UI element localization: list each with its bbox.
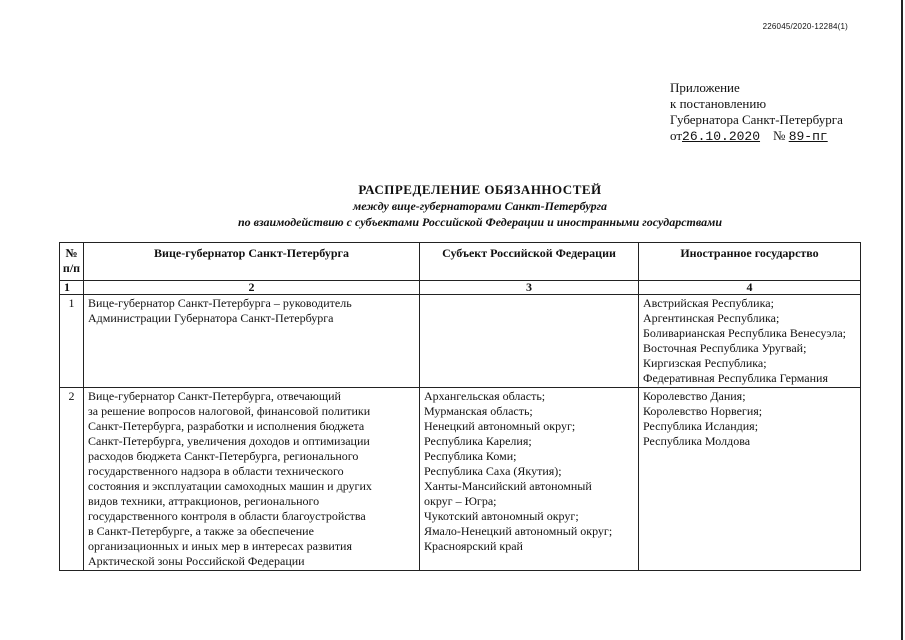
- country-item: Королевство Дания;: [643, 389, 746, 403]
- country-item: Аргентинская Республика;: [643, 311, 780, 325]
- appendix-block: [670, 80, 843, 145]
- row-num: 1: [60, 295, 84, 388]
- governor-line: Арктической зоны Российской Федерации: [88, 554, 305, 568]
- col-index-2: 2: [84, 281, 420, 295]
- governor-line: расходов бюджета Санкт-Петербурга, регионального: [88, 449, 359, 463]
- subject-item: Архангельская область;: [424, 389, 546, 403]
- row-num: 2: [60, 388, 84, 571]
- appendix-date-line: [670, 128, 843, 145]
- document-id: 226045/2020-12284(1): [762, 22, 848, 31]
- governor-line: Санкт-Петербурга, разработки и исполнения бюджета: [88, 419, 365, 433]
- country-item: Восточная Республика Уругвай;: [643, 341, 807, 355]
- governor-line: состояния и эксплуатации самоходных машин и других: [88, 479, 372, 493]
- number-prefix: №: [773, 128, 786, 143]
- subject-item: Республика Саха (Якутия);: [424, 464, 562, 478]
- duties-table: [59, 242, 861, 571]
- table-row: [60, 295, 861, 388]
- subject-item: Мурманская область;: [424, 404, 533, 418]
- governor-line: государственного контроля в области благоустройства: [88, 509, 366, 523]
- subject-item: Ямало-Ненецкий автономный округ;: [424, 524, 613, 538]
- header-country: Иностранное государство: [639, 243, 861, 281]
- header-governor: Вице-губернатор Санкт-Петербурга: [84, 243, 420, 281]
- table-row: [60, 388, 861, 571]
- country-item: Федеративная Республика Германия: [643, 371, 828, 385]
- row-governor: [84, 295, 420, 388]
- row-governor: [84, 388, 420, 571]
- title-subtitle-2: по взаимодействию с субъектами Российской Федерации и иностранными государствами: [237, 215, 723, 229]
- table-header-row: [60, 243, 861, 281]
- governor-line: за решение вопросов налоговой, финансовой политики: [88, 404, 371, 418]
- date-prefix: от: [670, 128, 683, 143]
- subject-item: округ – Югра;: [424, 494, 497, 508]
- decree-date: 26.10.2020: [682, 129, 761, 144]
- document-title: [0, 182, 905, 230]
- header-num: № п/п: [60, 243, 84, 281]
- country-item: Республика Молдова: [643, 434, 751, 448]
- country-item: Королевство Норвегия;: [643, 404, 763, 418]
- appendix-line-2: к постановлению: [670, 96, 767, 111]
- row-countries: [639, 295, 861, 388]
- title-subtitle-1: между вице-губернаторами Санкт-Петербурга: [352, 199, 608, 213]
- country-item: Австрийская Республика;: [643, 296, 774, 310]
- appendix-line-1: Приложение: [670, 80, 740, 95]
- col-index-4: 4: [639, 281, 861, 295]
- governor-line: Вице-губернатор Санкт-Петербурга – руководитель: [88, 296, 352, 310]
- row-subjects: [420, 388, 639, 571]
- governor-line: в Санкт-Петербурге, а также за обеспечение: [88, 524, 314, 538]
- governor-line: Санкт-Петербурга, увеличения доходов и оптимизации: [88, 434, 370, 448]
- page-edge: [901, 0, 903, 640]
- col-index-3: 3: [420, 281, 639, 295]
- header-subject: Субъект Российской Федерации: [420, 243, 639, 281]
- governor-line: Вице-губернатор Санкт-Петербурга, отвечающий: [88, 389, 341, 403]
- title-main: РАСПРЕДЕЛЕНИЕ ОБЯЗАННОСТЕЙ: [358, 182, 602, 197]
- governor-line: государственного надзора в области технического: [88, 464, 344, 478]
- subject-item: Ненецкий автономный округ;: [424, 419, 576, 433]
- row-subjects: [420, 295, 639, 388]
- governor-line: организационных и иных мер в интересах развития: [88, 539, 352, 553]
- subject-item: Ханты-Мансийский автономный: [424, 479, 592, 493]
- subject-item: Республика Карелия;: [424, 434, 532, 448]
- governor-line: Администрации Губернатора Санкт-Петербурга: [88, 311, 334, 325]
- appendix-line-3: Губернатора Санкт-Петербурга: [670, 112, 843, 127]
- subject-item: Чукотский автономный округ;: [424, 509, 579, 523]
- column-index-row: [60, 281, 861, 295]
- row-countries: [639, 388, 861, 571]
- subject-item: Красноярский край: [424, 539, 523, 553]
- country-item: Республика Исландия;: [643, 419, 759, 433]
- subject-item: Республика Коми;: [424, 449, 517, 463]
- col-index-1: 1: [60, 281, 84, 295]
- country-item: Боливарианская Республика Венесуэла;: [643, 326, 847, 340]
- country-item: Киргизская Республика;: [643, 356, 767, 370]
- decree-number: 89-пг: [788, 129, 828, 144]
- governor-line: видов техники, аттракционов, регионального: [88, 494, 320, 508]
